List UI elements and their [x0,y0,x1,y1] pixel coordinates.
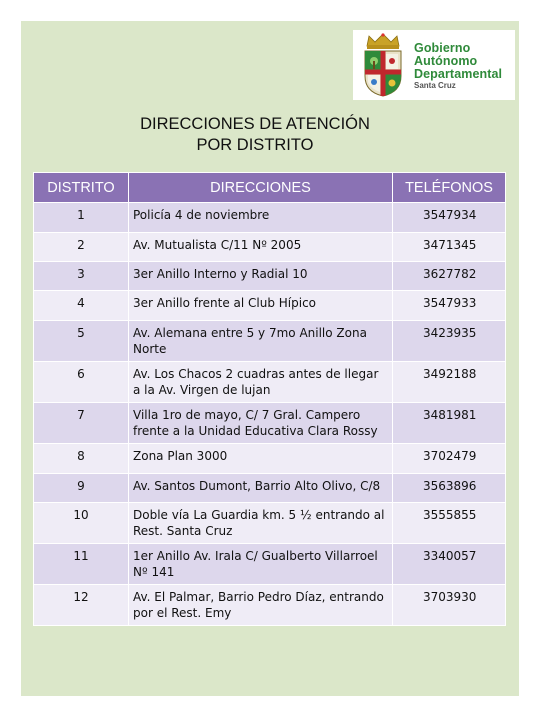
telefono-cell: 3702479 [393,444,506,474]
telefono-cell: 3423935 [393,321,506,362]
table-row [34,233,506,262]
direccion-cell: Av. Mutualista C/11 Nº 2005 [129,233,393,262]
distrito-cell: 12 [34,585,129,626]
distrito-cell: 1 [34,203,129,233]
district-table [33,172,506,626]
logo-text [414,42,502,90]
telefono-cell: 3481981 [393,403,506,444]
table-row [34,544,506,585]
table-row [34,203,506,233]
header-distrito: DISTRITO [34,173,129,203]
logo-line-2: Autónomo [414,54,478,68]
telefono-cell: 3627782 [393,262,506,291]
direccion-cell: Av. Alemana entre 5 y 7mo Anillo Zona Norte [129,321,393,362]
direccion-cell: Av. El Palmar, Barrio Pedro Díaz, entrando por el Rest. Emy [129,585,393,626]
telefono-cell: 3555855 [393,503,506,544]
telefono-cell: 3703930 [393,585,506,626]
direccion-cell: Doble vía La Guardia km. 5 ½ entrando al Rest. Santa Cruz [129,503,393,544]
telefono-cell: 3547934 [393,203,506,233]
table-row [34,503,506,544]
coat-of-arms-icon [359,32,407,98]
table-row [34,444,506,474]
direccion-cell: Zona Plan 3000 [129,444,393,474]
telefono-cell: 3471345 [393,233,506,262]
telefono-cell: 3340057 [393,544,506,585]
telefono-cell: 3547933 [393,291,506,321]
table-row [34,403,506,444]
direccion-cell: 3er Anillo Interno y Radial 10 [129,262,393,291]
distrito-cell: 11 [34,544,129,585]
government-logo [353,30,515,100]
distrito-cell: 4 [34,291,129,321]
direccion-cell: 1er Anillo Av. Irala C/ Gualberto Villarroel Nº 141 [129,544,393,585]
direccion-cell: Av. Los Chacos 2 cuadras antes de llegar a la Av. Virgen de lujan [129,362,393,403]
distrito-cell: 5 [34,321,129,362]
distrito-cell: 9 [34,474,129,503]
distrito-cell: 8 [34,444,129,474]
direccion-cell: Av. Santos Dumont, Barrio Alto Olivo, C/8 [129,474,393,503]
distrito-cell: 2 [34,233,129,262]
distrito-cell: 6 [34,362,129,403]
table-row [34,321,506,362]
page-title-line-1: DIRECCIONES DE ATENCIÓN [140,115,370,133]
page-title-line-2: POR DISTRITO [196,136,314,154]
distrito-cell: 7 [34,403,129,444]
distrito-cell: 10 [34,503,129,544]
direccion-cell: 3er Anillo frente al Club Hípico [129,291,393,321]
table-row [34,474,506,503]
telefono-cell: 3492188 [393,362,506,403]
header-direcciones: DIRECCIONES [129,173,393,203]
table-row [34,262,506,291]
header-telefonos: TELÉFONOS [393,173,506,203]
distrito-cell: 3 [34,262,129,291]
table-row [34,291,506,321]
table-header-row [34,173,506,203]
table-row [34,362,506,403]
table-row [34,585,506,626]
direccion-cell: Policía 4 de noviembre [129,203,393,233]
page-title [60,114,450,156]
direccion-cell: Villa 1ro de mayo, C/ 7 Gral. Campero frente a la Unidad Educativa Clara Rossy [129,403,393,444]
logo-line-1: Gobierno [414,41,471,55]
telefono-cell: 3563896 [393,474,506,503]
logo-line-4: Santa Cruz [414,81,456,90]
logo-line-3: Departamental [414,67,503,81]
